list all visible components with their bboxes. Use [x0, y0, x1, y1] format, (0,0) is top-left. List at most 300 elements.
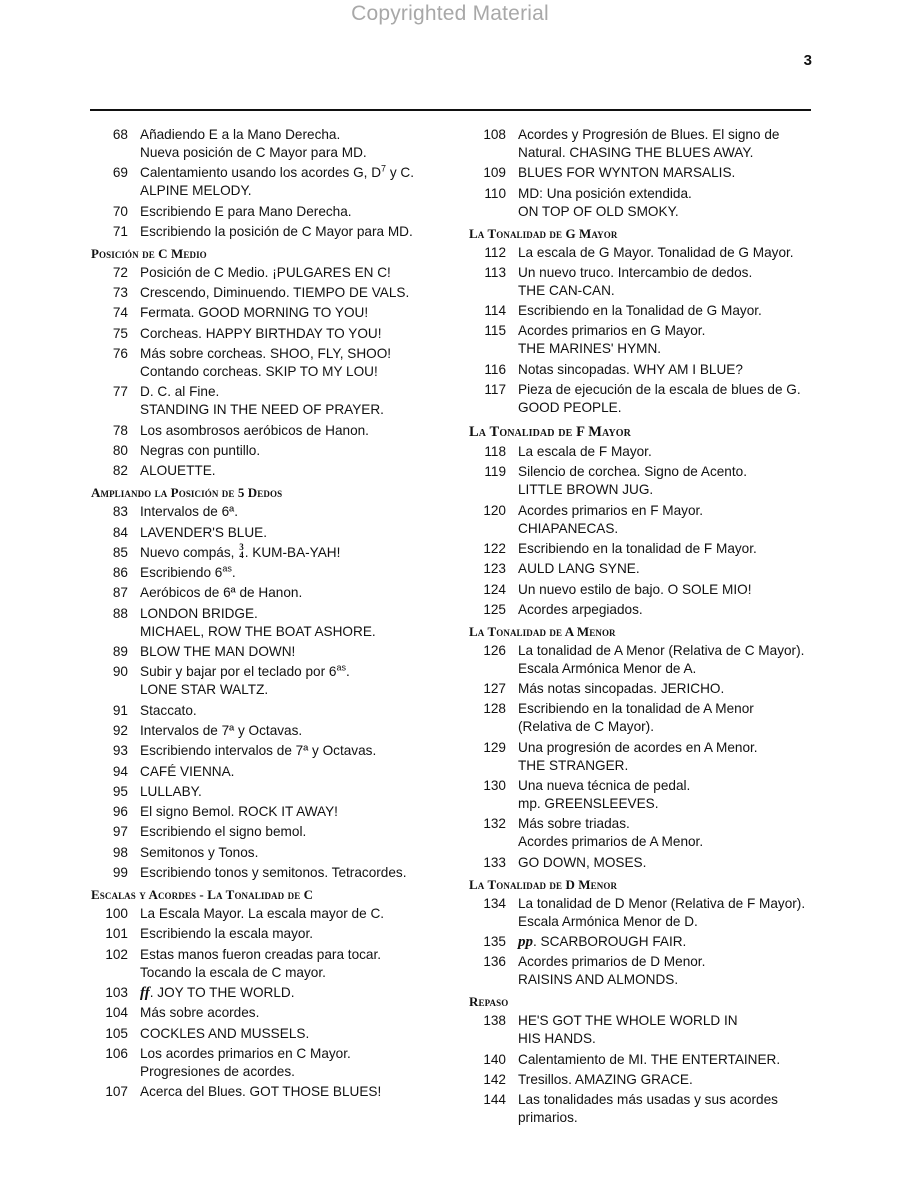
entry-line: LITTLE BROWN JUG.	[518, 482, 654, 498]
page-ref-number: 101	[105, 926, 128, 942]
entry-line: (Relativa de C Mayor).	[518, 719, 654, 735]
page-ref-number: 88	[112, 605, 128, 621]
entry-text	[140, 564, 448, 582]
entry-line: MICHAEL, ROW THE BOAT ASHORE.	[140, 623, 376, 639]
entry-line: Los asombrosos aeróbicos de Hanon.	[140, 422, 369, 438]
entry-line: pp. SCARBOROUGH FAIR.	[518, 933, 687, 950]
entry-line: Acordes primarios en F Mayor.	[518, 502, 704, 518]
toc-right-column	[470, 126, 815, 1129]
entry-line: Semitonos y Tonos.	[140, 844, 259, 860]
toc-entry	[470, 895, 815, 931]
toc-entry	[92, 984, 448, 1002]
toc-entry	[92, 605, 448, 641]
entry-line: Tresillos. AMAZING GRACE.	[518, 1071, 693, 1087]
entry-text	[518, 933, 815, 951]
toc-entry	[470, 185, 815, 221]
page-ref-number: 84	[112, 524, 128, 540]
section-heading: Ampliando la Posición de 5 Dedos	[91, 485, 283, 501]
toc-entry	[470, 1071, 815, 1089]
entry-line: Escribiendo en la tonalidad de F Mayor.	[518, 540, 757, 556]
page-ref-number: 100	[105, 906, 128, 922]
entry-line: Progresiones de acordes.	[140, 1063, 295, 1079]
toc-entry	[470, 381, 815, 417]
toc-entry	[470, 264, 815, 300]
entry-text	[518, 244, 815, 262]
entry-text	[518, 680, 815, 698]
toc-entry	[470, 361, 815, 379]
toc-entry	[92, 742, 448, 760]
entry-text	[140, 325, 448, 343]
page-ref-number: 126	[483, 642, 506, 658]
entry-text	[140, 1083, 448, 1101]
page-ref-number: 104	[105, 1005, 128, 1021]
entry-line: La escala de F Mayor.	[518, 444, 652, 460]
entry-line: Crescendo, Diminuendo. TIEMPO DE VALS.	[140, 285, 410, 301]
page-ref-number: 125	[483, 601, 506, 617]
page-ref-number: 85	[112, 544, 128, 560]
entry-text	[140, 164, 448, 200]
page-ref-number: 133	[483, 854, 506, 870]
page-ref-number: 109	[483, 165, 506, 181]
page-ref-number: 83	[112, 504, 128, 520]
page-ref-number: 128	[483, 701, 506, 717]
page-ref-number: 94	[112, 763, 128, 779]
section-heading: La Tonalidad de D Menor	[469, 876, 618, 892]
entry-text	[140, 1025, 448, 1043]
entry-text	[140, 783, 448, 801]
toc-left-column	[92, 126, 448, 1103]
page-ref-number: 110	[484, 185, 506, 201]
entry-line: Corcheas. HAPPY BIRTHDAY TO YOU!	[140, 325, 382, 341]
toc-entry	[92, 663, 448, 699]
entry-line: La escala de G Mayor. Tonalidad de G Mayor.	[518, 244, 794, 260]
page-ref-number: 72	[112, 264, 128, 280]
entry-text	[518, 164, 815, 182]
toc-entry	[92, 783, 448, 801]
entry-line: Nuevo compás, 3 4 . KUM-BA-YAH!	[140, 542, 341, 561]
header-rule	[90, 109, 811, 111]
entry-line: MD: Una posición extendida.	[518, 185, 692, 201]
toc-entry	[470, 581, 815, 599]
page-ref-number: 96	[112, 804, 128, 820]
toc-entry	[92, 264, 448, 282]
entry-line: Escribiendo en la tonalidad de A Menor	[518, 701, 754, 717]
toc-entry	[92, 284, 448, 302]
entry-text	[140, 544, 448, 562]
entry-text	[518, 953, 815, 989]
page-ref-number: 87	[112, 585, 128, 601]
entry-line: Calentamiento usando los acordes G, $D^7$ y C.	[140, 163, 415, 181]
toc-entry	[470, 164, 815, 182]
entry-line: Notas sincopadas. WHY AM I BLUE?	[518, 361, 743, 377]
toc-entry	[470, 502, 815, 538]
page-ref-number: 69	[112, 165, 128, 181]
page-ref-number: 90	[112, 664, 128, 680]
entry-line: Escribiendo E para Mano Derecha.	[140, 203, 352, 219]
entry-line: Silencio de corchea. Signo de Acento.	[518, 464, 747, 480]
page-ref-number: 108	[483, 127, 506, 142]
toc-entry	[92, 584, 448, 602]
page-ref-number: 99	[112, 865, 128, 881]
entry-line: Tocando la escala de C mayor.	[140, 964, 326, 980]
toc-entry	[470, 126, 815, 162]
toc-entry	[92, 1045, 448, 1081]
entry-line: Nueva posición de C Mayor para MD.	[140, 145, 367, 160]
toc-entry	[92, 925, 448, 943]
entry-text	[518, 601, 815, 619]
entry-line: ff. JOY TO THE WORLD.	[140, 984, 295, 1001]
entry-text	[518, 700, 815, 736]
page-ref-number: 116	[484, 361, 506, 377]
entry-line: Acordes primarios de A Menor.	[518, 834, 704, 850]
entry-text	[140, 643, 448, 661]
entry-line: Negras con puntillo.	[140, 442, 261, 458]
page-ref-number: 134	[483, 895, 506, 911]
entry-line: THE CAN-CAN.	[518, 282, 615, 298]
toc-entry	[470, 1091, 815, 1127]
toc-entry	[470, 322, 815, 358]
entry-line: La tonalidad de D Menor (Relativa de F Mayor).	[518, 895, 806, 911]
entry-line: AULD LANG SYNE.	[518, 561, 640, 577]
page-ref-number: 106	[105, 1045, 128, 1061]
entry-text	[140, 605, 448, 641]
entry-line: BLOW THE MAN DOWN!	[140, 644, 296, 660]
entry-line: BLUES FOR WYNTON MARSALIS.	[518, 165, 736, 181]
entry-text	[140, 126, 448, 162]
entry-line: Escribiendo la posición de C Mayor para MD.	[140, 223, 413, 239]
entry-line: THE STRANGER.	[518, 757, 629, 773]
entry-text	[518, 739, 815, 775]
page-ref-number: 86	[112, 565, 128, 581]
toc-entry	[92, 564, 448, 582]
entry-line: mp. GREENSLEEVES.	[518, 796, 659, 812]
toc-entry	[92, 223, 448, 241]
entry-text	[518, 463, 815, 499]
page-ref-number: 91	[112, 702, 128, 718]
entry-line: Las tonalidades más usadas y sus acordes	[518, 1092, 778, 1108]
toc-entry	[470, 1051, 815, 1069]
entry-line: La tonalidad de A Menor (Relativa de C Mayor).	[518, 642, 805, 658]
entry-text	[140, 844, 448, 862]
entry-text	[518, 381, 815, 417]
dynamic-marking-ff: ff	[140, 984, 150, 1001]
entry-line: La Escala Mayor. La escala mayor de C.	[140, 906, 385, 922]
entry-text	[140, 702, 448, 720]
page-ref-number: 130	[483, 778, 506, 794]
page-ref-number: 113	[484, 264, 506, 280]
page-ref-number: 127	[483, 681, 506, 697]
page-ref-number: 107	[105, 1084, 128, 1100]
entry-line: LULLABY.	[140, 783, 202, 799]
page-ref-number: 73	[112, 285, 128, 301]
toc-entry	[470, 560, 815, 578]
entry-line: Un nuevo truco. Intercambio de dedos.	[518, 264, 753, 280]
page-ref-number: 80	[112, 442, 128, 458]
toc-entry	[92, 524, 448, 542]
entry-line: Acordes primarios de D Menor.	[518, 954, 706, 970]
section-heading: La Tonalidad de A Menor	[469, 623, 616, 639]
time-signature: 3 4	[239, 542, 244, 561]
toc-entry	[92, 844, 448, 862]
toc-entry	[92, 544, 448, 562]
entry-text	[518, 777, 815, 813]
entry-text	[140, 524, 448, 542]
page-ref-number: 105	[105, 1025, 128, 1041]
toc-entry	[470, 680, 815, 698]
toc-entry	[92, 1083, 448, 1101]
entry-line: GO DOWN, MOSES.	[518, 854, 647, 870]
entry-line: Pieza de ejecución de la escala de blues de G.	[518, 382, 801, 398]
entry-line: Una progresión de acordes en A Menor.	[518, 739, 758, 755]
entry-text	[518, 322, 815, 358]
entry-line: HE'S GOT THE WHOLE WORLD IN	[518, 1013, 738, 1029]
page-number: 3	[803, 52, 812, 69]
entry-text	[140, 803, 448, 821]
entry-line: LONE STAR WALTZ.	[140, 682, 269, 698]
page-ref-number: 122	[483, 540, 506, 556]
toc-entry	[92, 304, 448, 322]
entry-line: LAVENDER'S BLUE.	[140, 524, 267, 540]
entry-line: Acordes y Progresión de Blues. El signo de	[518, 127, 780, 142]
entry-line: CAFÉ VIENNA.	[140, 763, 235, 779]
toc-entry	[92, 462, 448, 480]
page-ref-number: 102	[105, 946, 128, 962]
entry-text	[518, 443, 815, 461]
toc-entry	[92, 643, 448, 661]
entry-line: Los acordes primarios en C Mayor.	[140, 1045, 351, 1061]
toc-entry	[92, 1004, 448, 1022]
page-ref-number: 78	[112, 422, 128, 438]
page-ref-number: 95	[112, 783, 128, 799]
page-ref-number: 124	[483, 581, 506, 597]
entry-line: Más sobre triadas.	[518, 816, 630, 832]
page-ref-number: 82	[112, 463, 128, 479]
entry-text	[518, 126, 815, 162]
page-ref-number: 136	[483, 954, 506, 970]
entry-text	[140, 223, 448, 241]
section-heading: Posición de C Medio	[91, 245, 207, 261]
entry-line: Añadiendo E a la Mano Derecha.	[140, 127, 341, 142]
entry-line: Escribiendo la escala mayor.	[140, 926, 314, 942]
entry-text	[140, 823, 448, 841]
page-ref-number: 135	[483, 933, 506, 949]
toc-entry	[470, 463, 815, 499]
entry-text	[518, 854, 815, 872]
section-heading: La Tonalidad de G Mayor	[469, 225, 618, 241]
page-ref-number: 132	[483, 816, 506, 832]
entry-text	[518, 302, 815, 320]
entry-text	[518, 1012, 815, 1048]
page-ref-number: 117	[484, 382, 506, 398]
entry-line: Acordes arpegiados.	[518, 601, 643, 617]
entry-line: Aeróbicos de 6ª de Hanon.	[140, 585, 303, 601]
toc-entry	[470, 601, 815, 619]
entry-text	[140, 422, 448, 440]
page-ref-number: 98	[112, 844, 128, 860]
entry-text	[140, 763, 448, 781]
entry-line: CHIAPANECAS.	[518, 520, 619, 536]
section-heading: Repaso	[469, 994, 509, 1010]
entry-text	[140, 722, 448, 740]
entry-line: Más sobre acordes.	[140, 1005, 260, 1021]
entry-text	[518, 502, 815, 538]
toc-entry	[470, 443, 815, 461]
entry-line: Escribiendo tonos y semitonos. Tetracordes.	[140, 865, 407, 881]
entry-text	[518, 361, 815, 379]
entry-line: RAISINS AND ALMONDS.	[518, 972, 679, 988]
entry-line: Intervalos de 6ª.	[140, 504, 238, 520]
toc-entry	[92, 702, 448, 720]
toc-entry	[92, 164, 448, 200]
page-ref-number: 123	[483, 561, 506, 577]
entry-line: Subir y bajar por el teclado por $6^{as}$.	[140, 662, 350, 680]
page-ref-number: 97	[112, 824, 128, 840]
entry-text	[518, 264, 815, 300]
toc-entry	[470, 540, 815, 558]
toc-entry	[92, 864, 448, 882]
entry-text	[140, 304, 448, 322]
entry-text	[518, 642, 815, 678]
toc-entry	[92, 823, 448, 841]
page-ref-number: 129	[483, 739, 506, 755]
page-ref-number: 71	[112, 223, 128, 239]
entry-text	[140, 984, 448, 1002]
toc-entry	[92, 946, 448, 982]
page-ref-number: 119	[484, 464, 506, 480]
entry-line: Escribiendo el signo bemol.	[140, 824, 307, 840]
entry-text	[518, 895, 815, 931]
entry-line: primarios.	[518, 1110, 578, 1126]
entry-text	[140, 284, 448, 302]
entry-text	[518, 1091, 815, 1127]
entry-line: Natural. CHASING THE BLUES AWAY.	[518, 145, 754, 160]
page-ref-number: 77	[112, 384, 128, 400]
entry-text	[140, 905, 448, 923]
toc-entry	[92, 422, 448, 440]
toc-entry	[470, 700, 815, 736]
entry-line: Posición de C Medio. ¡PULGARES EN C!	[140, 264, 391, 280]
entry-text	[140, 946, 448, 982]
entry-line: ALPINE MELODY.	[140, 183, 252, 199]
entry-line: Escala Armónica Menor de D.	[518, 913, 698, 929]
entry-text	[518, 1051, 815, 1069]
entry-text	[140, 925, 448, 943]
entry-line: COCKLES AND MUSSELS.	[140, 1025, 310, 1041]
toc-entry	[92, 722, 448, 740]
page-ref-number: 76	[112, 346, 128, 362]
entry-line: HIS HANDS.	[518, 1031, 596, 1047]
toc-entry	[92, 1025, 448, 1043]
entry-line: Calentamiento de MI. THE ENTERTAINER.	[518, 1051, 781, 1067]
page-ref-number: 144	[483, 1092, 506, 1108]
entry-text	[140, 584, 448, 602]
page-ref-number: 93	[112, 743, 128, 759]
entry-line: Más sobre corcheas. SHOO, FLY, SHOO!	[140, 346, 392, 362]
page-ref-number: 103	[105, 984, 128, 1000]
page-ref-number: 120	[483, 502, 506, 518]
page-ref-number: 142	[483, 1071, 506, 1087]
page-ref-number: 140	[483, 1051, 506, 1067]
page-ref-number: 138	[483, 1013, 506, 1029]
toc-entry	[470, 854, 815, 872]
page-ref-number: 68	[112, 127, 128, 142]
toc-entry	[470, 642, 815, 678]
toc-entry	[470, 777, 815, 813]
entry-line: Escribiendo intervalos de 7ª y Octavas.	[140, 743, 377, 759]
entry-line: ON TOP OF OLD SMOKY.	[518, 203, 679, 219]
entry-line: Un nuevo estilo de bajo. O SOLE MIO!	[518, 581, 752, 597]
entry-line: Intervalos de 7ª y Octavas.	[140, 722, 303, 738]
entry-text	[518, 540, 815, 558]
entry-line: Escribiendo en la Tonalidad de G Mayor.	[518, 303, 762, 319]
entry-text	[518, 560, 815, 578]
page-ref-number: 89	[112, 644, 128, 660]
entry-line: GOOD PEOPLE.	[518, 400, 622, 416]
toc-entry	[470, 739, 815, 775]
entry-line: Más notas sincopadas. JERICHO.	[518, 681, 725, 697]
entry-line: Fermata. GOOD MORNING TO YOU!	[140, 305, 369, 321]
entry-text	[518, 1071, 815, 1089]
toc-entry	[92, 126, 448, 162]
page-ref-number: 118	[484, 444, 506, 460]
entry-text	[140, 1045, 448, 1081]
toc-entry	[92, 345, 448, 381]
entry-line: Escribiendo $6^{as}$.	[140, 563, 236, 581]
toc-entry	[92, 905, 448, 923]
toc-entry	[92, 763, 448, 781]
entry-line: Contando corcheas. SKIP TO MY LOU!	[140, 364, 378, 380]
entry-text	[518, 581, 815, 599]
entry-text	[140, 345, 448, 381]
entry-text	[140, 203, 448, 221]
entry-line: ALOUETTE.	[140, 463, 216, 479]
entry-text	[140, 442, 448, 460]
toc-entry	[92, 442, 448, 460]
entry-text	[140, 462, 448, 480]
page-ref-number: 114	[484, 303, 506, 319]
entry-line: Estas manos fueron creadas para tocar.	[140, 946, 382, 962]
entry-line: Acordes primarios en G Mayor.	[518, 323, 706, 339]
section-heading: Escalas y Acordes - La Tonalidad de C	[91, 887, 314, 903]
section-heading: La Tonalidad de F Mayor	[469, 424, 631, 441]
page-ref-number: 112	[484, 244, 506, 260]
toc-entry	[470, 953, 815, 989]
entry-line: Acerca del Blues. GOT THOSE BLUES!	[140, 1084, 382, 1100]
toc-entry	[92, 203, 448, 221]
toc-entry	[92, 803, 448, 821]
toc-entry	[92, 325, 448, 343]
entry-line: THE MARINES' HYMN.	[518, 341, 662, 357]
page-ref-number: 75	[112, 325, 128, 341]
entry-line: El signo Bemol. ROCK IT AWAY!	[140, 804, 338, 820]
toc-entry	[470, 1012, 815, 1048]
entry-line: Escala Armónica Menor de A.	[518, 660, 697, 676]
toc-entry	[470, 244, 815, 262]
entry-text	[518, 185, 815, 221]
entry-line: Una nueva técnica de pedal.	[518, 778, 691, 794]
entry-line: Staccato.	[140, 702, 197, 718]
entry-line: D. C. al Fine.	[140, 384, 220, 400]
toc-entry	[470, 302, 815, 320]
page-ref-number: 115	[484, 323, 506, 339]
entry-line: LONDON BRIDGE.	[140, 605, 258, 621]
copyright-watermark: Copyrighted Material	[351, 2, 549, 25]
page-ref-number: 92	[112, 722, 128, 738]
entry-text	[140, 383, 448, 419]
entry-text	[140, 264, 448, 282]
entry-text	[140, 663, 448, 699]
toc-entry	[92, 383, 448, 419]
